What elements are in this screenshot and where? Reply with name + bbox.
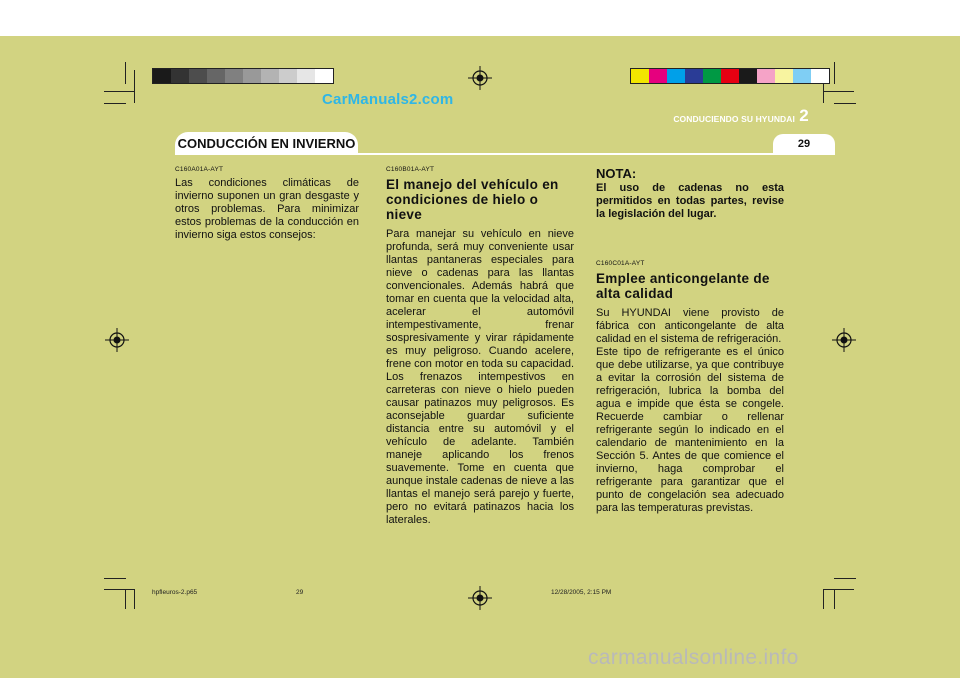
- calibration-swatch: [775, 69, 793, 83]
- antifreeze-paragraph-1: Su HYUNDAI viene provisto de fábrica con anticongelante de alta calidad en el sistema de refrigeración.: [596, 307, 784, 345]
- crop-mark: [104, 91, 134, 92]
- registration-target-icon: [832, 328, 856, 352]
- crop-mark: [834, 62, 835, 84]
- crop-mark: [834, 103, 856, 104]
- calibration-swatch: [153, 69, 171, 83]
- column-intro: [175, 166, 359, 242]
- calibration-swatch: [811, 69, 829, 83]
- grayscale-calibration-bar: [152, 68, 334, 84]
- calibration-swatch: [189, 69, 207, 83]
- calibration-swatch: [685, 69, 703, 83]
- antifreeze-paragraph-2: Este tipo de refrigerante es el único que debe utilizarse, ya que contribuye a evitar la corrosión del sistema de refrigeración, lubrica la bomba del agua e impide que ésta se congele. Recuerde cambiar o rellenar refrigerante según lo indicado en el calendario de mantenimiento en la Sección 5. Antes de que comience el invierno, haga comprobar el refrigerante para garantizar que el punto de congelación sea adecuado para las temperaturas previstas.: [596, 346, 784, 514]
- registration-target-icon: [105, 328, 129, 352]
- section-code: C160A01A-AYT: [175, 166, 224, 173]
- registration-target-icon: [468, 586, 492, 610]
- note-body: El uso de cadenas no esta permitidos en todas partes, revise la legislación del lugar.: [596, 182, 784, 220]
- header-divider: [175, 153, 835, 155]
- crop-mark: [104, 589, 134, 590]
- calibration-swatch: [261, 69, 279, 83]
- note-title: NOTA:: [596, 166, 637, 181]
- crop-mark: [823, 589, 824, 609]
- crop-mark: [134, 589, 135, 609]
- calibration-swatch: [243, 69, 261, 83]
- calibration-swatch: [315, 69, 333, 83]
- calibration-swatch: [793, 69, 811, 83]
- section-heading: Emplee anticongelante de alta calidad: [596, 271, 770, 301]
- crop-mark: [104, 578, 126, 579]
- calibration-swatch: [757, 69, 775, 83]
- calibration-swatch: [207, 69, 225, 83]
- section-title: CONDUCCIÓN EN INVIERNO: [175, 132, 358, 154]
- ice-snow-paragraph: Para manejar su vehículo en nieve profunda, será muy conveniente usar llantas pantaneras especiales para nieve o cadenas para las llantas convencionales. Además habrá que tomar en cuenta que la velocidad alta, acelerar el automóvil intempestivamente, frenar sospresivamente y virar rápidamente es muy peligroso. Cuando acelere, frene con motor en toda su capacidad. Los frenazos intempestivos en carreteras con nieve o hielo pueden causar patinazos muy peligrosos. Es aconsejable guardar suficiente distancia entre su automóvil y el vehículo de adelante. También maneje aplicando los frenos suavemente. Tome en cuenta que aunque instale cadenas de nieve a las llantas el manejo será parejo y fuerte, pero no evitará patinazos hacia los laterales.: [386, 228, 574, 526]
- section-heading: El manejo del vehículo en condiciones de hielo o nieve: [386, 177, 559, 222]
- calibration-swatch: [297, 69, 315, 83]
- crop-mark: [134, 70, 135, 103]
- crop-mark: [824, 91, 854, 92]
- column-antifreeze: [596, 166, 784, 515]
- section-code: C160C01A-AYT: [596, 260, 645, 267]
- calibration-swatch: [171, 69, 189, 83]
- registration-target-icon: [468, 66, 492, 90]
- calibration-swatch: [649, 69, 667, 83]
- calibration-swatch: [667, 69, 685, 83]
- footer-date: 12/28/2005, 2:15 PM: [551, 589, 612, 596]
- calibration-swatch: [703, 69, 721, 83]
- section-code: C160B01A-AYT: [386, 166, 435, 173]
- crop-mark: [104, 103, 126, 104]
- crop-mark: [834, 589, 835, 609]
- chapter-number: 2: [799, 106, 809, 125]
- chapter-label: CONDUCIENDO SU HYUNDAI: [673, 114, 795, 124]
- watermark-top[interactable]: CarManuals2.com: [322, 91, 454, 108]
- page-number: 29: [773, 134, 835, 154]
- calibration-swatch: [631, 69, 649, 83]
- crop-mark: [834, 578, 856, 579]
- watermark-bottom[interactable]: carmanualsonline.info: [588, 646, 799, 669]
- column-ice-snow: [386, 166, 574, 527]
- calibration-swatch: [279, 69, 297, 83]
- calibration-swatch: [721, 69, 739, 83]
- intro-paragraph: Las condiciones climáticas de invierno suponen un gran desgaste y otros problemas. Para minimizar estos problemas de la conducción en invierno siga estos consejos:: [175, 177, 359, 241]
- crop-mark: [125, 589, 126, 609]
- color-calibration-bar: [630, 68, 830, 84]
- crop-mark: [125, 62, 126, 84]
- footer-filename: hpfleuros-2.p65: [152, 589, 198, 596]
- footer-page: 29: [296, 589, 304, 596]
- crop-mark: [824, 589, 854, 590]
- calibration-swatch: [225, 69, 243, 83]
- calibration-swatch: [739, 69, 757, 83]
